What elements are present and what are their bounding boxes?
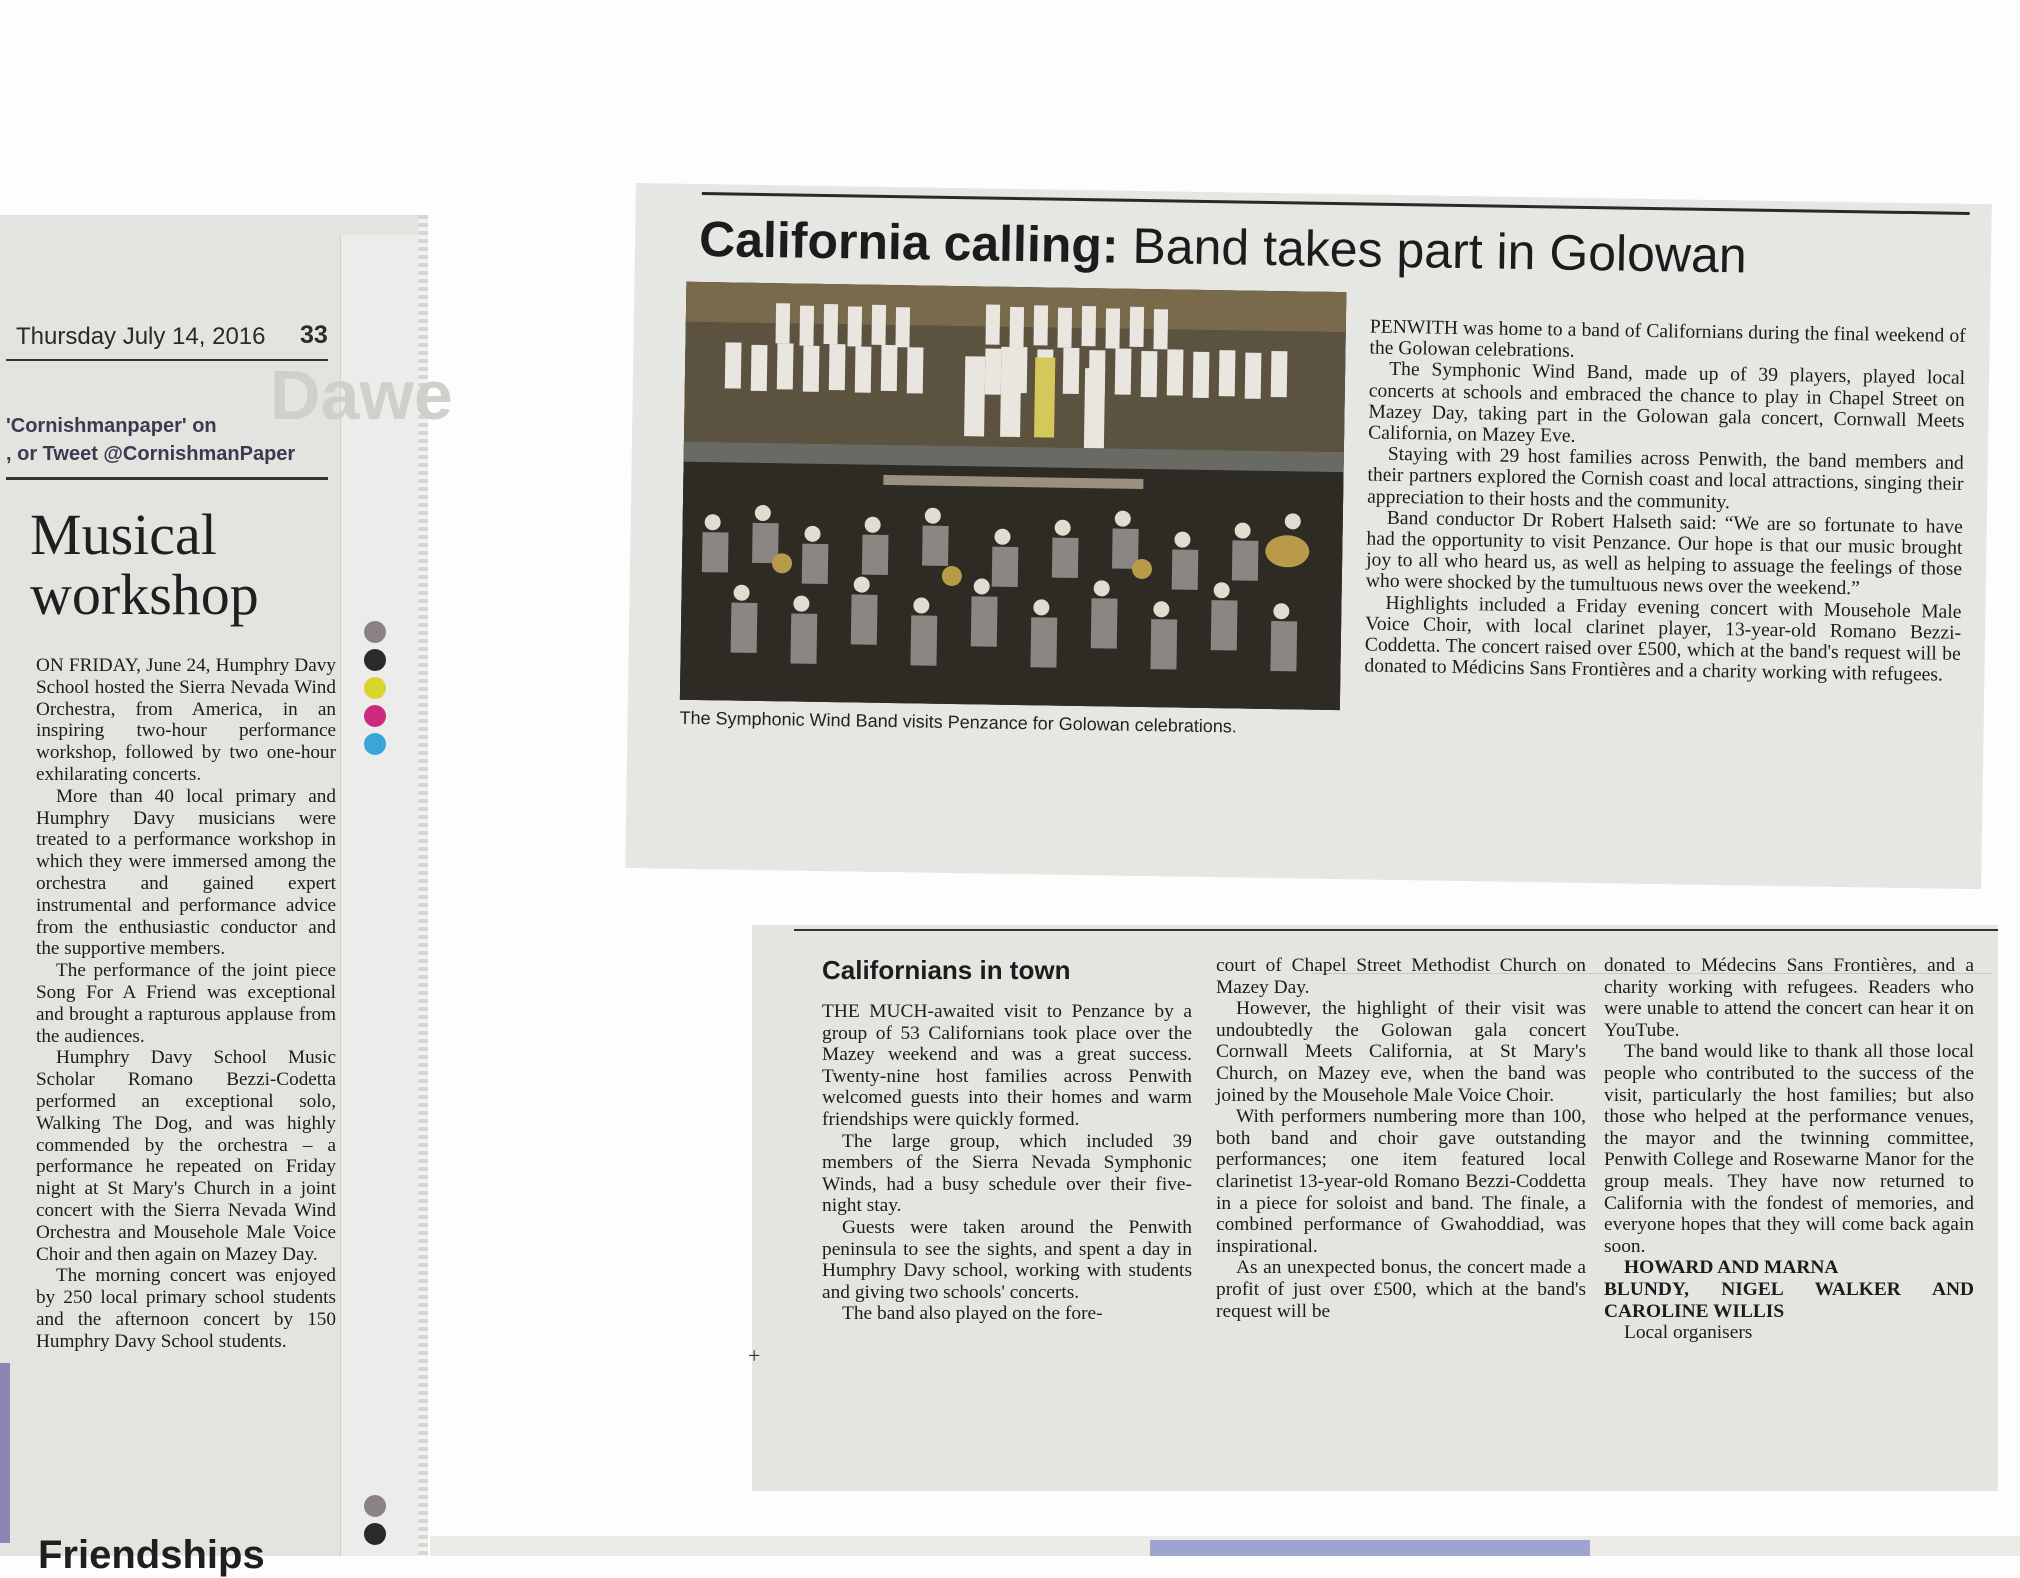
- town-column-2: [1216, 955, 1586, 1322]
- signature-line-2: BLUNDY, NIGEL WALKER AND CAROLINE WILLIS: [1604, 1278, 1974, 1322]
- blue-strip: [1150, 1540, 1590, 1556]
- left-clipping: [0, 215, 453, 1577]
- workshop-paragraph: The performance of the joint piece Song For A Friend was exceptional and brought a rapturous applause from the audiences.: [36, 960, 336, 1047]
- edge-strip: [0, 1363, 10, 1543]
- grey-dot: [364, 621, 386, 643]
- workshop-headline: Musical workshop: [30, 502, 259, 627]
- town-paragraph: With performers numbering more than 100, both band and choir gave outstanding performances; one item featured local clarinetist 13-year-old Romano Bezzi-Coddetta in a piece for soloist and band. The finale, a combined performance of Gwahoddiad, was inspirational.: [1216, 1106, 1586, 1257]
- town-clipping: [748, 925, 1998, 1491]
- page-number: 33: [300, 321, 328, 349]
- headline-bold: California calling:: [698, 211, 1120, 274]
- california-paragraph: Highlights included a Friday evening concert with Mousehole Male Voice Choir, with local clarinet player, 13-year-old Romano Bezzi-Coddetta. The concert raised over £500, which at the band's request will be donated to Médicins Sans Frontières and a charity working with refugees.: [1364, 592, 1962, 686]
- workshop-paragraph: ON FRIDAY, June 24, Humphry Davy School hosted the Sierra Nevada Wind Orchestra, from America, in an inspiring two-hour performance workshop, followed by two one-hour exhilarating concerts.: [36, 655, 336, 785]
- crop-mark: +: [748, 1343, 761, 1368]
- workshop-paragraph: More than 40 local primary and Humphry Davy musicians were treated to a performance workshop in which they were immersed among the orchestra and gained expert instrumental and performance advice from the enthusiastic conductor and the supportive members.: [36, 785, 336, 960]
- california-body: [1364, 317, 1966, 687]
- next-headline: Friendships: [38, 1533, 265, 1577]
- grey-dot: [364, 1495, 386, 1517]
- cyan-dot: [364, 733, 386, 755]
- headline-rest: Band takes part in Golowan: [1118, 217, 1748, 284]
- bottom-sheet-strip: [430, 1536, 2020, 1556]
- workshop-paragraph: The morning concert was enjoyed by 250 local primary school students and the afternoon concert by 150 Humphry Davy School students.: [36, 1265, 336, 1352]
- california-paragraph: PENWITH was home to a band of Californians during the final weekend of the Golowan celebrations.: [1369, 316, 1966, 362]
- california-paragraph: Staying with 29 host families across Penwith, the band members and their partners explored the Cornish coast and local attractions, singing their appreciation to their hosts and the community.: [1366, 444, 1964, 513]
- registration-dots-lower: [364, 1495, 386, 1545]
- town-paragraph: The band also played on the fore-: [842, 1303, 1103, 1325]
- town-headline: Californians in town: [822, 955, 1071, 985]
- town-paragraph: The band would like to thank all those local people who contributed to the success of the visit, particularly the host families; but also those who helped at the performance venues, the mayor and the twinning committee, Penwith College and Rosewarne Manor for the group meals. They have now returned to California with the fondest of memories, and everyone hopes that they will come back again soon.: [1604, 1041, 1974, 1257]
- town-paragraph: THE MUCH-awaited visit to Penzance by a group of 53 Californians took place over the Mazey weekend and was a great success. Twenty-nine host families across Penwith welcomed guests into their homes and warm friendships were quickly formed.: [822, 1001, 1192, 1130]
- section-rule: [6, 477, 328, 480]
- signature-role: Local organisers: [1624, 1322, 1753, 1344]
- registration-dots: [364, 621, 386, 755]
- california-headline: [699, 210, 1747, 284]
- workshop-body: [36, 655, 336, 1353]
- ghost-heading: Dawe: [270, 356, 453, 434]
- top-rule: [702, 192, 1970, 215]
- social-line-2: , or Tweet @CornishmanPaper: [6, 443, 296, 465]
- town-paragraph: As an unexpected bonus, the concert made a profit of just over £500, which at the band's request will be: [1216, 1257, 1586, 1322]
- town-paragraph: donated to Médecins Sans Frontières, and a charity working with refugees. Readers who were unable to attend the concert can hear it on YouTube.: [1604, 955, 1974, 1041]
- social-line-1: 'Cornishmanpaper' on: [6, 415, 217, 437]
- town-paragraph: However, the highlight of their visit was undoubtedly the Golowan gala concert Cornwall Meets California, at St Mary's Church, on Mazey eve, when the band was joined by the Mousehole Male Voice Choir.: [1216, 998, 1586, 1106]
- workshop-paragraph: Humphry Davy School Music Scholar Romano Bezzi-Codetta performed an exceptional solo, Walking The Dog, and was highly commended by the orchestra – a performance he repeated on Friday night at St Mary's Church in a joint concert with the Sierra Nevada Wind Orchestra and Mousehole Male Voice Choir and then again on Mazey Day.: [36, 1047, 336, 1265]
- california-paragraph: Band conductor Dr Robert Halseth said: “We are so fortunate to have had the opportunity to visit Penzance. Our hope is that our music brought joy to all who heard us, as well as helping to assuage the feelings of those who were shocked by the tumultuous news over the weekend.”: [1365, 507, 1963, 600]
- black-dot: [364, 649, 386, 671]
- magenta-dot: [364, 705, 386, 727]
- top-rule: [794, 929, 1998, 931]
- california-paragraph: The Symphonic Wind Band, made up of 39 players, played local concerts at schools and embraced the chance to play in Chapel Street on Mazey Day, taking part in the Golowan gala concert, Cornwall Meets California, on Mazey Eve.: [1367, 359, 1966, 447]
- dateline: Thursday July 14, 2016: [16, 323, 266, 350]
- town-paragraph: court of Chapel Street Methodist Church on Mazey Day.: [1216, 955, 1586, 998]
- town-paragraph: The large group, which included 39 members of the Sierra Nevada Symphonic Winds, had a busy schedule over their five-night stay.: [822, 1130, 1192, 1217]
- band-photo: [680, 282, 1346, 710]
- town-paragraph: Guests were taken around the Penwith peninsula to see the sights, and spent a day in Humphry Davy school, working with students and giving two schools' concerts.: [822, 1216, 1192, 1303]
- photo-caption: The Symphonic Wind Band visits Penzance for Golowan celebrations.: [679, 707, 1237, 737]
- black-dot: [364, 1523, 386, 1545]
- signature-line-1: HOWARD AND MARNA: [1624, 1257, 1839, 1279]
- california-clipping: [625, 183, 1992, 889]
- town-column-3: [1604, 955, 1974, 1344]
- yellow-dot: [364, 677, 386, 699]
- town-column-1: [822, 1001, 1192, 1325]
